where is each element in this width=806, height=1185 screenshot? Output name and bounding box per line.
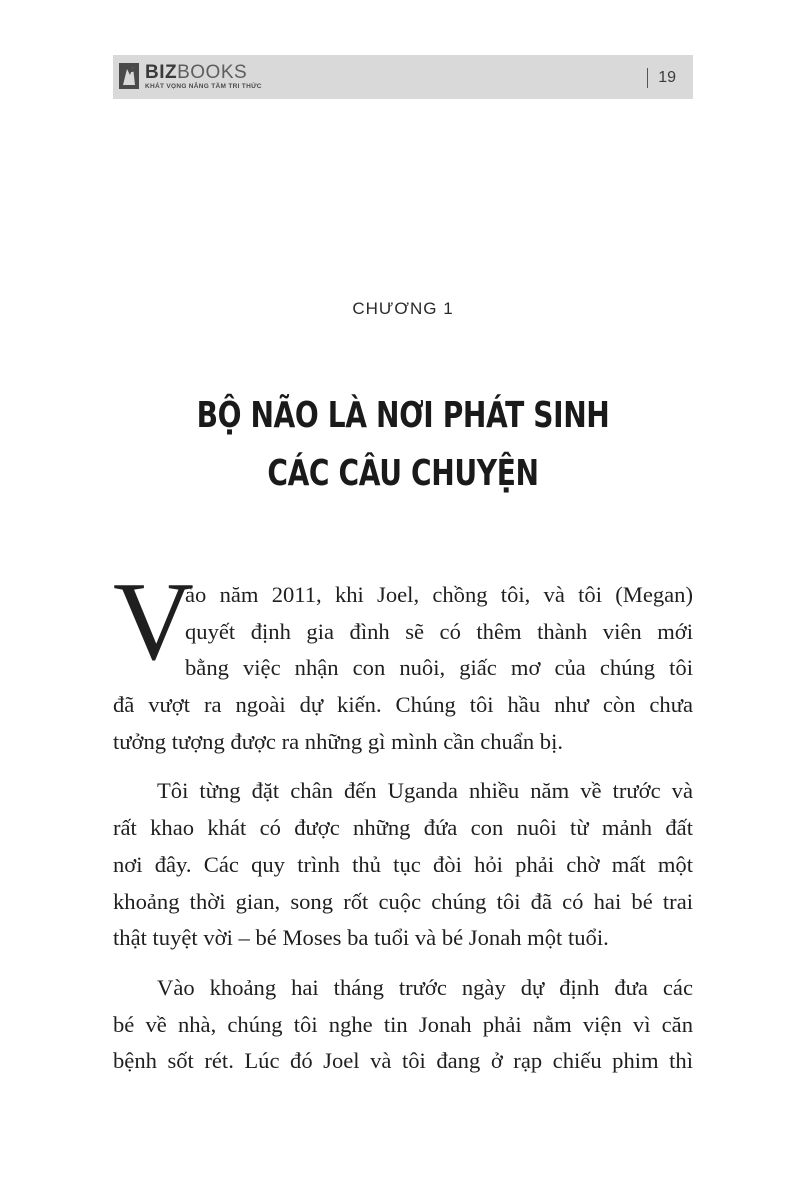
text-line: Vào khoảng hai tháng trước ngày dự định đưa các bbox=[157, 974, 693, 1000]
brand-light: BOOKS bbox=[177, 62, 248, 83]
text-line: bệnh sốt rét. Lúc đó Joel và tôi đang ở rạp chiếu phim thì bbox=[113, 1048, 693, 1074]
text-line: Tôi từng đặt chân đến Uganda nhiều năm về trước và bbox=[157, 778, 693, 804]
text-line: nơi đây. Các quy trình thủ tục đòi hỏi phải chờ mất một bbox=[113, 851, 693, 877]
text-line: khoảng thời gian, song rốt cuộc chúng tôi đã có hai bé trai bbox=[113, 888, 693, 914]
paragraph-2 bbox=[113, 773, 693, 956]
chapter-title-line-2: CÁC CÂU CHUYỆN bbox=[267, 453, 539, 494]
text-line: ào năm 2011, khi Joel, chồng tôi, và tôi (Megan) bbox=[185, 582, 693, 607]
page-number-divider bbox=[647, 68, 648, 88]
brand-tagline: KHÁT VỌNG NÂNG TẦM TRI THỨC bbox=[145, 83, 262, 90]
text-line: đã vượt ra ngoài dự kiến. Chúng tôi hầu như còn chưa bbox=[113, 692, 693, 718]
text-line: tưởng tượng được ra những gì mình cần chuẩn bị. bbox=[113, 728, 564, 754]
drop-cap: V bbox=[113, 560, 194, 684]
chapter-label: CHƯƠNG 1 bbox=[352, 299, 454, 318]
text-line: quyết định gia đình sẽ có thêm thành viên mới bbox=[185, 618, 693, 644]
brand-name bbox=[145, 62, 247, 83]
chapter-title-line-1: BỘ NÃO LÀ NƠI PHÁT SINH bbox=[196, 395, 610, 436]
paragraph-3 bbox=[113, 970, 693, 1080]
body-text bbox=[113, 577, 693, 1080]
text-line: thật tuyệt vời – bé Moses ba tuổi và bé Jonah một tuổi. bbox=[113, 925, 609, 951]
page-number: 19 bbox=[658, 69, 676, 86]
text-line: bằng việc nhận con nuôi, giấc mơ của chúng tôi bbox=[185, 655, 693, 681]
bizbooks-logo-icon bbox=[119, 61, 139, 91]
running-header bbox=[113, 55, 693, 99]
chapter-title bbox=[0, 387, 806, 503]
text-line: rất khao khát có được những đứa con nuôi từ mảnh đất bbox=[113, 815, 693, 841]
brand-bold: BIZ bbox=[145, 62, 178, 83]
text-line: bé về nhà, chúng tôi nghe tin Jonah phải nằm viện vì căn bbox=[113, 1011, 693, 1037]
paragraph-1 bbox=[113, 577, 693, 760]
